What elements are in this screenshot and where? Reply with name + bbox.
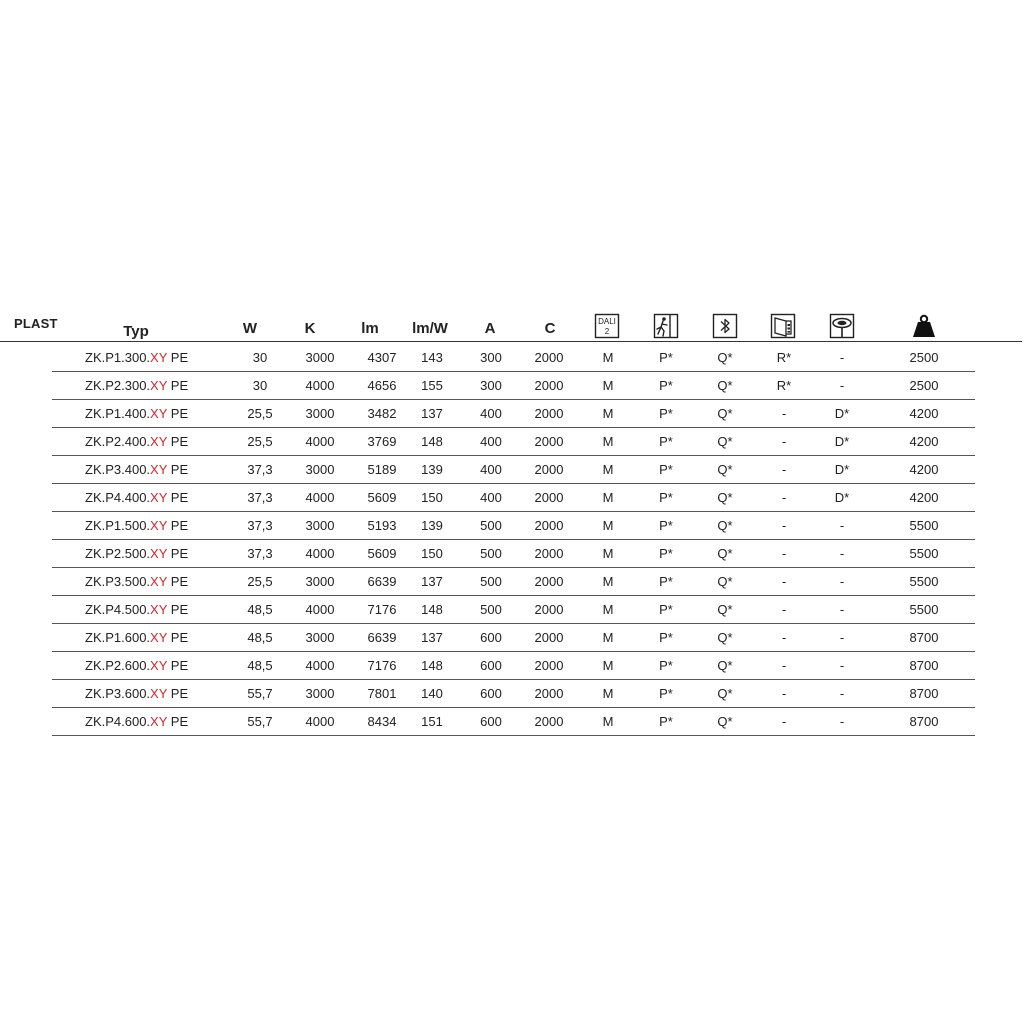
cell-p: P* <box>659 658 673 673</box>
cell-lm: 5193 <box>367 518 397 533</box>
typ-suffix: PE <box>167 378 189 393</box>
typ-suffix: PE <box>167 658 189 673</box>
table-row <box>52 540 975 568</box>
table-row <box>52 456 975 484</box>
cell-d: - <box>839 518 845 533</box>
door-panel-icon <box>770 313 796 339</box>
cell-c: 2000 <box>534 434 564 449</box>
cell-r: - <box>781 406 787 421</box>
cell-d: D* <box>834 434 850 449</box>
cell-c: 2000 <box>534 462 564 477</box>
cell-weight: 5500 <box>909 546 939 561</box>
cell-weight: 4200 <box>909 490 939 505</box>
cell-lmw: 148 <box>421 602 443 617</box>
cell-weight: 4200 <box>909 462 939 477</box>
cell-q: Q* <box>717 630 733 645</box>
emergency-exit-icon <box>653 313 679 339</box>
cell-r: - <box>781 490 787 505</box>
cell-d: D* <box>834 490 850 505</box>
cell-lm: 7801 <box>367 686 397 701</box>
typ-variant: XY <box>150 350 168 365</box>
typ-prefix: ZK.P4.600. <box>85 714 151 729</box>
cell-lmw: 150 <box>421 546 443 561</box>
typ-prefix: ZK.P1.300. <box>85 350 151 365</box>
cell-q: Q* <box>717 714 733 729</box>
cell-typ <box>85 680 225 707</box>
cell-p: P* <box>659 546 673 561</box>
cell-w: 30 <box>252 350 268 365</box>
cell-d: - <box>839 546 845 561</box>
cell-lm: 5609 <box>367 546 397 561</box>
cell-lm: 6639 <box>367 630 397 645</box>
cell-lm: 6639 <box>367 574 397 589</box>
typ-variant: XY <box>150 490 168 505</box>
cell-p: P* <box>659 350 673 365</box>
svg-text:2: 2 <box>604 327 610 336</box>
cell-p: P* <box>659 406 673 421</box>
cell-m: M <box>602 490 614 505</box>
cell-q: Q* <box>717 546 733 561</box>
cell-w: 37,3 <box>247 462 273 477</box>
cell-p: P* <box>659 490 673 505</box>
table-row <box>52 372 975 400</box>
col-lmw-header: lm/W <box>412 319 448 337</box>
typ-suffix: PE <box>167 630 189 645</box>
cell-d: - <box>839 714 845 729</box>
typ-prefix: ZK.P2.500. <box>85 546 151 561</box>
cell-m: M <box>602 378 614 393</box>
cell-lm: 3482 <box>367 406 397 421</box>
cell-c: 2000 <box>534 714 564 729</box>
cell-lm: 7176 <box>367 602 397 617</box>
typ-variant: XY <box>150 602 168 617</box>
cell-r: - <box>781 686 787 701</box>
cell-weight: 5500 <box>909 574 939 589</box>
cell-d: - <box>839 378 845 393</box>
typ-prefix: ZK.P3.500. <box>85 574 151 589</box>
cell-c: 2000 <box>534 686 564 701</box>
weight-icon <box>911 313 937 339</box>
cell-typ <box>85 456 225 483</box>
cell-a: 500 <box>480 602 502 617</box>
typ-suffix: PE <box>167 546 189 561</box>
row-divider <box>52 735 975 736</box>
typ-variant: XY <box>150 518 168 533</box>
cell-lm: 3769 <box>367 434 397 449</box>
cell-m: M <box>602 462 614 477</box>
cell-d: - <box>839 574 845 589</box>
typ-variant: XY <box>150 378 168 393</box>
section-label: PLAST <box>14 316 58 331</box>
cell-lmw: 140 <box>421 686 443 701</box>
typ-suffix: PE <box>167 574 189 589</box>
table-row <box>52 428 975 456</box>
cell-d: D* <box>834 406 850 421</box>
cell-q: Q* <box>717 490 733 505</box>
cell-q: Q* <box>717 518 733 533</box>
table-row <box>52 484 975 512</box>
cell-d: D* <box>834 462 850 477</box>
cell-w: 48,5 <box>247 630 273 645</box>
typ-suffix: PE <box>167 714 189 729</box>
bluetooth-icon <box>712 313 738 339</box>
cell-lm: 5189 <box>367 462 397 477</box>
cell-d: - <box>839 602 845 617</box>
cell-w: 48,5 <box>247 602 273 617</box>
table-row <box>52 708 975 736</box>
cell-r: R* <box>776 378 792 393</box>
cell-m: M <box>602 350 614 365</box>
cell-weight: 4200 <box>909 406 939 421</box>
cell-k: 3000 <box>305 574 335 589</box>
col-typ-header: Typ <box>123 322 149 340</box>
typ-prefix: ZK.P2.300. <box>85 378 151 393</box>
cell-lmw: 148 <box>421 434 443 449</box>
cell-lm: 5609 <box>367 490 397 505</box>
cell-p: P* <box>659 714 673 729</box>
table-row <box>52 568 975 596</box>
cell-p: P* <box>659 574 673 589</box>
typ-suffix: PE <box>167 490 189 505</box>
typ-prefix: ZK.P3.400. <box>85 462 151 477</box>
cell-a: 600 <box>480 630 502 645</box>
svg-text:DALI: DALI <box>598 317 616 326</box>
typ-suffix: PE <box>167 686 189 701</box>
cell-a: 600 <box>480 714 502 729</box>
cell-k: 3000 <box>305 518 335 533</box>
cell-d: - <box>839 630 845 645</box>
typ-variant: XY <box>150 658 168 673</box>
col-c-header: C <box>544 319 556 337</box>
cell-a: 500 <box>480 574 502 589</box>
typ-prefix: ZK.P2.600. <box>85 658 151 673</box>
cell-typ <box>85 708 225 735</box>
sensor-ceiling-icon <box>829 313 855 339</box>
cell-weight: 8700 <box>909 714 939 729</box>
cell-a: 400 <box>480 490 502 505</box>
cell-w: 37,3 <box>247 518 273 533</box>
table-row <box>52 400 975 428</box>
cell-m: M <box>602 434 614 449</box>
col-w-header: W <box>242 319 258 337</box>
cell-m: M <box>602 658 614 673</box>
cell-a: 300 <box>480 350 502 365</box>
cell-typ <box>85 540 225 567</box>
cell-weight: 8700 <box>909 630 939 645</box>
table-row <box>52 596 975 624</box>
cell-w: 55,7 <box>247 714 273 729</box>
cell-lmw: 137 <box>421 406 443 421</box>
cell-typ <box>85 512 225 539</box>
cell-typ <box>85 344 225 371</box>
typ-suffix: PE <box>167 434 189 449</box>
dali2-icon <box>594 313 620 339</box>
typ-suffix: PE <box>167 602 189 617</box>
cell-w: 55,7 <box>247 686 273 701</box>
cell-p: P* <box>659 602 673 617</box>
cell-c: 2000 <box>534 378 564 393</box>
col-a-header: A <box>484 319 496 337</box>
cell-c: 2000 <box>534 406 564 421</box>
header-divider <box>0 341 1022 342</box>
cell-d: - <box>839 658 845 673</box>
cell-w: 25,5 <box>247 574 273 589</box>
cell-a: 600 <box>480 658 502 673</box>
cell-r: - <box>781 574 787 589</box>
cell-a: 400 <box>480 434 502 449</box>
cell-p: P* <box>659 686 673 701</box>
typ-prefix: ZK.P3.600. <box>85 686 151 701</box>
table-row <box>52 624 975 652</box>
cell-p: P* <box>659 630 673 645</box>
cell-lm: 4307 <box>367 350 397 365</box>
cell-weight: 5500 <box>909 518 939 533</box>
cell-c: 2000 <box>534 546 564 561</box>
cell-m: M <box>602 406 614 421</box>
cell-q: Q* <box>717 406 733 421</box>
cell-lmw: 139 <box>421 518 443 533</box>
typ-variant: XY <box>150 686 168 701</box>
typ-variant: XY <box>150 406 168 421</box>
cell-lmw: 143 <box>421 350 443 365</box>
cell-typ <box>85 624 225 651</box>
cell-typ <box>85 428 225 455</box>
cell-r: - <box>781 434 787 449</box>
typ-variant: XY <box>150 574 168 589</box>
cell-m: M <box>602 574 614 589</box>
typ-variant: XY <box>150 630 168 645</box>
cell-r: - <box>781 518 787 533</box>
cell-lmw: 137 <box>421 574 443 589</box>
cell-w: 25,5 <box>247 434 273 449</box>
cell-a: 300 <box>480 378 502 393</box>
cell-weight: 8700 <box>909 658 939 673</box>
cell-k: 4000 <box>305 714 335 729</box>
cell-r: - <box>781 714 787 729</box>
cell-a: 500 <box>480 546 502 561</box>
cell-c: 2000 <box>534 658 564 673</box>
cell-r: R* <box>776 350 792 365</box>
cell-k: 3000 <box>305 350 335 365</box>
typ-suffix: PE <box>167 518 189 533</box>
typ-prefix: ZK.P4.400. <box>85 490 151 505</box>
typ-suffix: PE <box>167 350 189 365</box>
cell-w: 37,3 <box>247 546 273 561</box>
cell-d: - <box>839 350 845 365</box>
cell-m: M <box>602 686 614 701</box>
col-k-header: K <box>304 319 316 337</box>
cell-lmw: 148 <box>421 658 443 673</box>
cell-w: 37,3 <box>247 490 273 505</box>
table-row <box>52 680 975 708</box>
cell-p: P* <box>659 518 673 533</box>
cell-k: 4000 <box>305 490 335 505</box>
cell-c: 2000 <box>534 574 564 589</box>
cell-q: Q* <box>717 350 733 365</box>
cell-k: 4000 <box>305 434 335 449</box>
cell-r: - <box>781 462 787 477</box>
col-lm-header: lm <box>361 319 379 337</box>
cell-k: 4000 <box>305 378 335 393</box>
cell-typ <box>85 596 225 623</box>
cell-p: P* <box>659 434 673 449</box>
typ-suffix: PE <box>167 462 189 477</box>
cell-q: Q* <box>717 602 733 617</box>
cell-weight: 4200 <box>909 434 939 449</box>
cell-lmw: 150 <box>421 490 443 505</box>
cell-w: 25,5 <box>247 406 273 421</box>
cell-lm: 8434 <box>367 714 397 729</box>
cell-k: 3000 <box>305 630 335 645</box>
cell-lmw: 155 <box>421 378 443 393</box>
typ-prefix: ZK.P1.500. <box>85 518 151 533</box>
typ-prefix: ZK.P4.500. <box>85 602 151 617</box>
cell-m: M <box>602 518 614 533</box>
cell-a: 400 <box>480 462 502 477</box>
cell-k: 4000 <box>305 602 335 617</box>
cell-c: 2000 <box>534 490 564 505</box>
cell-weight: 2500 <box>909 378 939 393</box>
cell-r: - <box>781 658 787 673</box>
cell-typ <box>85 400 225 427</box>
cell-q: Q* <box>717 378 733 393</box>
typ-variant: XY <box>150 462 168 477</box>
cell-a: 600 <box>480 686 502 701</box>
cell-c: 2000 <box>534 518 564 533</box>
cell-weight: 2500 <box>909 350 939 365</box>
cell-q: Q* <box>717 434 733 449</box>
cell-lmw: 151 <box>421 714 443 729</box>
typ-variant: XY <box>150 546 168 561</box>
cell-weight: 5500 <box>909 602 939 617</box>
cell-lmw: 139 <box>421 462 443 477</box>
cell-w: 48,5 <box>247 658 273 673</box>
cell-k: 3000 <box>305 686 335 701</box>
cell-r: - <box>781 602 787 617</box>
cell-k: 3000 <box>305 462 335 477</box>
cell-a: 500 <box>480 518 502 533</box>
cell-c: 2000 <box>534 350 564 365</box>
table-row <box>52 652 975 680</box>
cell-c: 2000 <box>534 602 564 617</box>
typ-variant: XY <box>150 434 168 449</box>
cell-k: 4000 <box>305 658 335 673</box>
cell-typ <box>85 652 225 679</box>
cell-q: Q* <box>717 462 733 477</box>
cell-m: M <box>602 714 614 729</box>
cell-r: - <box>781 546 787 561</box>
typ-suffix: PE <box>167 406 189 421</box>
cell-w: 30 <box>252 378 268 393</box>
table-row <box>52 512 975 540</box>
cell-q: Q* <box>717 686 733 701</box>
typ-variant: XY <box>150 714 168 729</box>
cell-typ <box>85 568 225 595</box>
cell-p: P* <box>659 378 673 393</box>
cell-typ <box>85 372 225 399</box>
cell-lm: 7176 <box>367 658 397 673</box>
typ-prefix: ZK.P1.400. <box>85 406 151 421</box>
cell-m: M <box>602 546 614 561</box>
typ-prefix: ZK.P1.600. <box>85 630 151 645</box>
cell-q: Q* <box>717 658 733 673</box>
cell-typ <box>85 484 225 511</box>
table-row <box>52 344 975 372</box>
cell-lm: 4656 <box>367 378 397 393</box>
cell-a: 400 <box>480 406 502 421</box>
cell-weight: 8700 <box>909 686 939 701</box>
cell-c: 2000 <box>534 630 564 645</box>
cell-q: Q* <box>717 574 733 589</box>
cell-d: - <box>839 686 845 701</box>
typ-prefix: ZK.P2.400. <box>85 434 151 449</box>
cell-m: M <box>602 602 614 617</box>
cell-r: - <box>781 630 787 645</box>
cell-m: M <box>602 630 614 645</box>
cell-lmw: 137 <box>421 630 443 645</box>
cell-k: 3000 <box>305 406 335 421</box>
cell-k: 4000 <box>305 546 335 561</box>
cell-p: P* <box>659 462 673 477</box>
